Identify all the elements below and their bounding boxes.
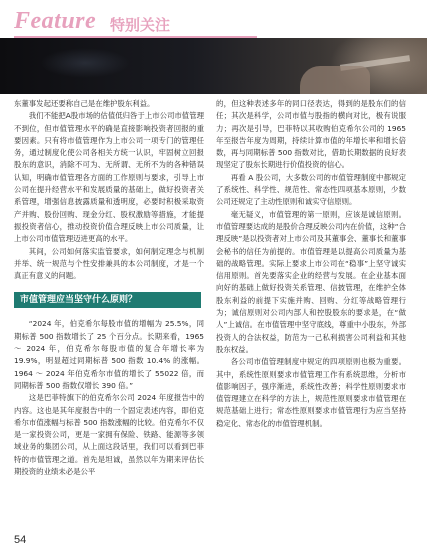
right-column	[216, 98, 406, 430]
header-title: Feature	[14, 8, 97, 34]
header-subtitle: 特别关注	[110, 16, 171, 34]
paragraph: 再看 A 股公司，大多数公司的市值管理制度中都规定了系统性、科学性、规范性、常态性四项基本原则，少数公司还规定了主动性原则和诚实守信原则。	[216, 172, 406, 207]
paragraph: 毫无疑义，市值管理的第一原则，应该是诚信原则。市值管理要达成的是股价合理反映公司内在价值，这种“合理反映”是以投资者对上市公司及其董事会、董事长和董事会秘书的信任为前提的。市值管理是以提高公司质量为基础的战略管理。实际上要求上市公司在“稳事”上坚守诚实信用原则。首先要落实企业的经营与发展。在企业基本面向好的基础上做好投资关系管理、信披管理，在维护全体股东利益的前提下实施并购、回购、分红等战略管理行为；诚信原则对公司内部人和控股股东的要求是，在“做人”上诚信。在市值管理中坚守底线，尊重中小股东，外部投资人的合法权益，防范为一己私利损害公司利益和其他股东权益。	[216, 209, 406, 354]
paragraph: 的，但这种表述多年的同口径表达，得到的是股东们的信任；其次是科学，公司市值与股指的横向对比，极有说服力；再次是引导，巴菲特以其收购伯克希尔公司的 1965 年至报告年度为周期，持续计算市值的年增长率和增长倍数，再与同期标普 500 指数对比，借助长期数据的良好表现坚定了股东长期进行价值投资的信心。	[216, 99, 406, 170]
page-header	[0, 0, 427, 38]
paragraph: 这是巴菲特旗下的伯克希尔公司 2024 年度报告中的内容。这也是其年度报告中的一个固定表述内容，即伯克希尔市值涨幅与标普 500 指数涨幅的比较。伯克希尔不仅是一家投资公司，更是一家拥有保险、铁路、能源等多领域业务的集团公司，从上面这段话里，我们可以看到巴菲特的市值管理之道。首先是坦诚，虽然以年为期来评估长期投资的业绩未必是公平	[14, 393, 204, 477]
section-subheading: 市值管理应当坚守什么原则？	[14, 292, 201, 308]
paragraph: 东董事发起还要称自己是在维护股东利益。	[14, 99, 155, 108]
page-number: 54	[14, 534, 27, 546]
paragraph: 各公司市值管理制度中规定的四项原则也极为重要。其中，系统性原则要求市值管理工作有系统思维，分析市值影响因子，强序渐进，系统性改善；科学性原则要求市值管理建立在科学的方法上，规范性原则要求市值管理在规范基础上进行；常态性原则要求市值管理行为应当坚持稳定化、常态化的市值管理机制。	[216, 357, 406, 428]
paragraph: 其间，公司如何落实监管要求，如何制定理念与机制并举、统一规范与个性安排兼具的本公司制度，才是一个真正有意义的问题。	[14, 246, 204, 281]
left-column	[14, 98, 204, 478]
paragraph: “2024 年，伯克希尔每股市值的增幅为 25.5%，同期标普 500 指数增长了 25 个百分点。长期来看，1965 ～ 2024 年，伯克希尔每股市值的复合年增长率为 19.9%，明显超过同期标普 500 指数 10.4% 的涨幅。1964 ～ 2024 年伯克希尔市值的增长了 55022 倍，而同期标普 500 指数仅增长 390 倍。”	[14, 319, 204, 390]
paragraph: 我们不能把A股市场的估值低归咎于上市公司市值管理不到位，但市值管理水平的确是直接影响投资者回报的重要因素。只有将市值管理作为上市公司一项专门的管理任务，通过制度化使公司各相关方统一认识，牢固树立回报股东的意识，消除不可为、无所谓、无所不为的各种错误认知，明确市值管理各方面的工作原则与要求，引导上市公司在提升经营水平和发展质量的基础上，做好投资者关系管理，增强信息披露质量和透明度，必要时积极采取资产并购、股份回购、现金分红、股权激励等措施，才能提振投资者信心，推动投资价值合理反映上市公司质量，让上市公司市值管理迈进更高的水平。	[14, 111, 204, 244]
header-photo	[0, 38, 427, 94]
